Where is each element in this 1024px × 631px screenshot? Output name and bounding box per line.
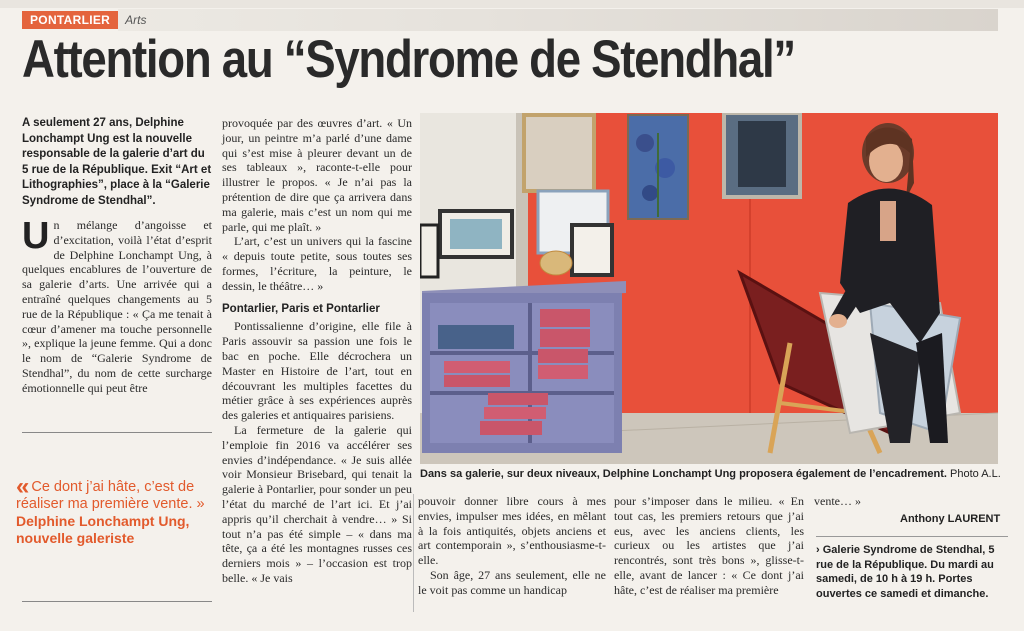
column-2: [222, 116, 412, 586]
top-strip: [0, 0, 1024, 8]
quote-author: Delphine Lonchampt Ung, nouvelle galeriste: [16, 513, 190, 546]
column-3-para-2: Son âge, 27 ans seulement, elle ne le voit pas comme un handicap: [418, 567, 606, 597]
column-4: [614, 494, 804, 598]
column-2-para-2: L’art, c’est un univers qui la fascine « depuis toute petite, sous toutes ses formes, l’écriture, la peinture, le dessin, le théâtre… »: [222, 234, 412, 293]
column-2-para-4: La fermeture de la galerie qui l’emploie fin 2016 va accélérer ses envies d’indépendance. « Je suis allée voir Monsieur Brisebard, qui tenait la galerie à Pontarlier, pour sonder un peu l’état du marché de l’art ici. Et j’ai appris qu’il cherchait à vendre… » Si tout n’a pas été simple – « dans ma tête, ça a été les montagnes russes ces derniers mois » – l’occasion est trop belle. « Je vais: [222, 422, 412, 585]
section-kicker: [22, 10, 146, 29]
photo-illustration: [420, 113, 998, 464]
pull-quote: [8, 473, 213, 547]
practical-info-box: › Galerie Syndrome de Stendhal, 5 rue de la République. Du mardi au samedi, de 10 h à 19 h. Portes ouvertes ce samedi et dimanche.: [816, 536, 1008, 601]
section-label: PONTARLIER: [22, 11, 118, 29]
lead-paragraph: A seulement 27 ans, Delphine Lonchampt Ung est la nouvelle responsable de la galerie d’art du 5 rue de la République. Exit “Art et Lithographies”, place à la “Galerie Syndrome de Stendhal”.: [22, 117, 212, 207]
divider-bottom: [22, 601, 212, 602]
quote-role: nouvelle galeriste: [16, 530, 135, 546]
gallery-photo: [420, 113, 998, 464]
rubric-label: Arts: [125, 12, 147, 27]
column-4-para-1: pour s’imposer dans le milieu. « En tout cas, les premiers retours que j’ai eus, avec les anciens clients, les curieux ou les artistes que j’ai rencontrés, sont très bons », glisse-t-elle, avant de lancer : « Ce dont j’ai hâte, c’est de réaliser ma première: [614, 494, 804, 597]
column-5-para-1: vente… »: [814, 494, 861, 508]
headline: Attention au “Syndrome de Stendhal”: [22, 30, 795, 89]
column-2-para-3: Pontissalienne d’origine, elle file à Paris assouvir sa passion une fois le bac en poche. Elle décrochera un Master en Histoire de l’art, tout en découvrant les multiples facettes du métier grâce à ses expériences auprès des galeries et antiquaires parisiens.: [222, 319, 412, 423]
quote-text: « Ce dont j’ai hâte, c’est de réaliser ma première vente. »: [16, 473, 205, 512]
author-byline: Anthony LAURENT: [900, 513, 1001, 525]
column-5: [814, 494, 1004, 509]
quote-mark-icon: «: [16, 473, 30, 500]
column-1-body: n mélange d’angoisse et d’excitation, voilà l’état d’esprit de Delphine Lonchampt Ung, à quelques encablures de l’ouverture de sa galerie d’arts. Une arrivée qui a entraîné quelques changements au 5 rue de la République : « Ça me tenait à cœur d’amener ma touche personnelle », explique la jeune femme. Qui a donc le nom de “Galerie Syndrome de Stendhal”, du nom de cette surcharge émotionnelle qui peut être: [22, 218, 212, 395]
subheading: Pontarlier, Paris et Pontarlier: [222, 302, 380, 315]
photo-credit: Photo A.L.: [950, 468, 1001, 480]
column-3: [418, 494, 606, 598]
divider-top: [22, 432, 212, 433]
column-3-para-1: pouvoir donner libre cours à mes envies, impulser mes idées, en mêlant à la fois antiquités, objets anciens et art contemporain », s’enthousiasme-t-elle.: [418, 494, 606, 568]
column-separator: [413, 494, 414, 612]
column-1: [22, 215, 212, 396]
drop-cap: U: [22, 215, 50, 257]
column-2-para-1: provoquée par des œuvres d’art. « Un jour, un peintre m’a parlé d’une dame qui s’est mise à pleurer devant un de ses tableaux », raconte-t-elle pour illustrer le propos. « Je n’ai pas la prétention de dire que ça arrivera dans ma galerie, mais c’est un nom qui me parle, qui me plaît. »: [222, 116, 412, 234]
photo-caption: Dans sa galerie, sur deux niveaux, Delphine Lonchampt Ung proposera également de l’encadrement. Photo A.L.: [420, 468, 1001, 480]
